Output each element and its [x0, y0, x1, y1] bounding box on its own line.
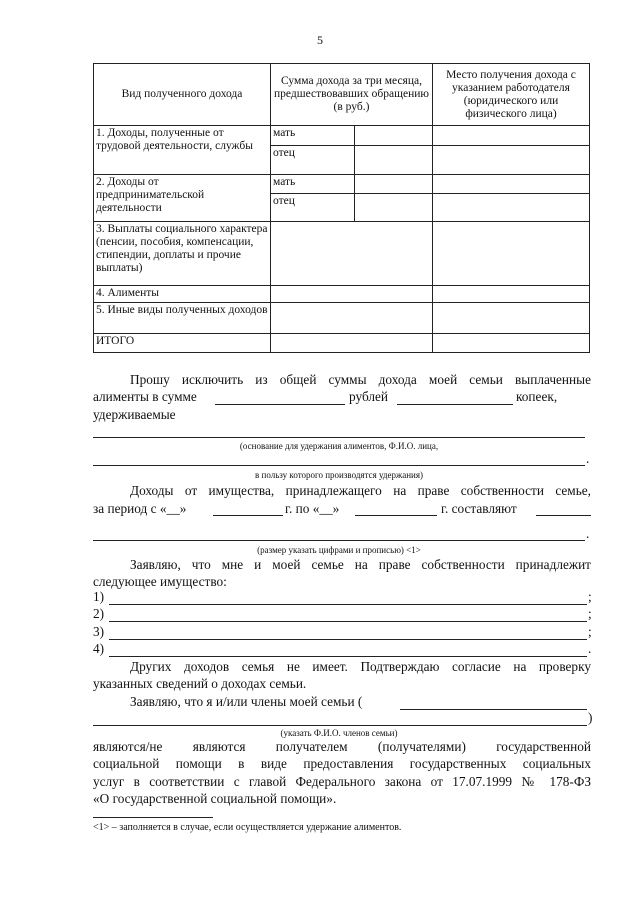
- footnote-divider: [93, 817, 213, 818]
- row-label-total: ИТОГО: [94, 334, 271, 353]
- alimony-rubles-field[interactable]: [215, 404, 345, 405]
- cell-empty[interactable]: [433, 194, 590, 222]
- recipients-line-3: услуг в соответствии с главой Федерального закона от 17.07.1999 № 178-ФЗ: [93, 774, 591, 789]
- recipients-line-2: социальной помощи в виде предоставления государственных социальных: [93, 756, 591, 771]
- members-label: Заявляю, что я и/или члены моей семьи (: [130, 694, 363, 709]
- cell-empty[interactable]: [355, 146, 433, 175]
- property-amount-field[interactable]: [536, 515, 591, 516]
- recipients-word: являются/не: [93, 739, 163, 754]
- members-hint: (указать Ф.И.О. членов семьи): [280, 728, 398, 738]
- income-table: [93, 63, 590, 353]
- declare-line-2: следующее имущество:: [93, 574, 227, 589]
- property-amount-words-field[interactable]: [93, 540, 585, 541]
- no-other-line-2: указанных сведений о доходах семьи.: [93, 676, 307, 691]
- header-income-place: Место получения дохода с указанием работодателя (юридического или физического лица): [433, 64, 590, 126]
- footnote: <1> – заполняется в случае, если осуществляется удержание алиментов.: [93, 822, 402, 833]
- cell-empty[interactable]: [433, 334, 590, 353]
- cell-father-label: отец: [271, 146, 355, 175]
- row-label-alimony: 4. Алименты: [94, 286, 271, 303]
- cell-empty[interactable]: [271, 222, 433, 286]
- property-item-number: 3): [93, 624, 105, 639]
- alimony-rubles-label: рублей: [349, 389, 389, 404]
- alimony-withheld-label: удерживаемые: [93, 407, 176, 422]
- cell-empty[interactable]: [355, 194, 433, 222]
- cell-empty[interactable]: [355, 175, 433, 194]
- row-label-labor: 1. Доходы, полученные от трудовой деятельности, службы: [94, 126, 271, 175]
- recipients-word: являются: [192, 739, 246, 754]
- property-item-field[interactable]: [109, 656, 587, 657]
- alimony-recipient-field[interactable]: [93, 465, 585, 466]
- property-item-number: 2): [93, 606, 105, 621]
- recipients-word: государственной: [496, 739, 591, 754]
- alimony-kopecks-label: копеек,: [516, 389, 558, 404]
- cell-mother-label: мать: [271, 175, 355, 194]
- alimony-kopecks-field[interactable]: [397, 404, 513, 405]
- property-amount-hint: (размер указать цифрами и прописью) <1>: [257, 545, 421, 555]
- cell-empty[interactable]: [433, 222, 590, 286]
- property-item-number: 1): [93, 589, 105, 604]
- property-item-field[interactable]: [109, 621, 587, 622]
- row-label-business: 2. Доходы от предпринимательской деятельности: [94, 175, 271, 222]
- recipients-line-4: «О государственной социальной помощи».: [93, 791, 337, 806]
- cell-empty[interactable]: [355, 126, 433, 146]
- period-from-field[interactable]: [213, 515, 283, 516]
- header-income-sum: Сумма дохода за три месяца, предшествовавших обращению (в руб.): [271, 64, 433, 126]
- recipients-word: получателем: [275, 739, 348, 754]
- cell-empty[interactable]: [433, 146, 590, 175]
- cell-empty[interactable]: [433, 126, 590, 146]
- property-item-number: 4): [93, 641, 105, 656]
- page-number: 5: [317, 33, 323, 47]
- cell-empty[interactable]: [433, 303, 590, 334]
- property-line-1: Доходы от имущества, принадлежащего на праве собственности семье,: [130, 483, 591, 498]
- recipients-line-1: [93, 739, 591, 755]
- alimony-basis-field[interactable]: [93, 437, 585, 438]
- cell-empty[interactable]: [271, 334, 433, 353]
- period-to-field[interactable]: [355, 515, 437, 516]
- cell-empty[interactable]: [271, 286, 433, 303]
- alimony-basis-hint: (основание для удержания алиментов, Ф.И.О. лица,: [239, 441, 439, 451]
- no-other-line-1: Других доходов семья не имеет. Подтверждаю согласие на проверку: [130, 659, 591, 674]
- members-field-1[interactable]: [400, 709, 587, 710]
- cell-empty[interactable]: [433, 175, 590, 194]
- row-label-social: 3. Выплаты социального характера (пенсии, пособия, компенсации, стипендии, доплаты и прочие выплаты): [94, 222, 271, 286]
- cell-father-label: отец: [271, 194, 355, 222]
- cell-mother-label: мать: [271, 126, 355, 146]
- declare-line-1: Заявляю, что мне и моей семье на праве собственности принадлежит: [130, 557, 591, 572]
- alimony-recipient-hint: в пользу которого производятся удержания): [255, 470, 423, 480]
- members-field-2[interactable]: [93, 725, 587, 726]
- property-item-field[interactable]: [109, 604, 587, 605]
- period-from-label: за период с «__»: [93, 501, 187, 516]
- cell-empty[interactable]: [433, 286, 590, 303]
- cell-empty[interactable]: [271, 303, 433, 334]
- alimony-amount-label: алименты в сумме: [93, 389, 197, 404]
- property-item-field[interactable]: [109, 639, 587, 640]
- property-amount-label: г. составляют: [441, 501, 517, 516]
- alimony-line-1: Прошу исключить из общей суммы дохода моей семьи выплаченные: [130, 372, 591, 387]
- period-to-label: г. по «__»: [285, 501, 340, 516]
- recipients-word: (получателями): [377, 739, 466, 754]
- header-income-type: Вид полученного дохода: [94, 64, 271, 126]
- row-label-other: 5. Иные виды полученных доходов: [94, 303, 271, 334]
